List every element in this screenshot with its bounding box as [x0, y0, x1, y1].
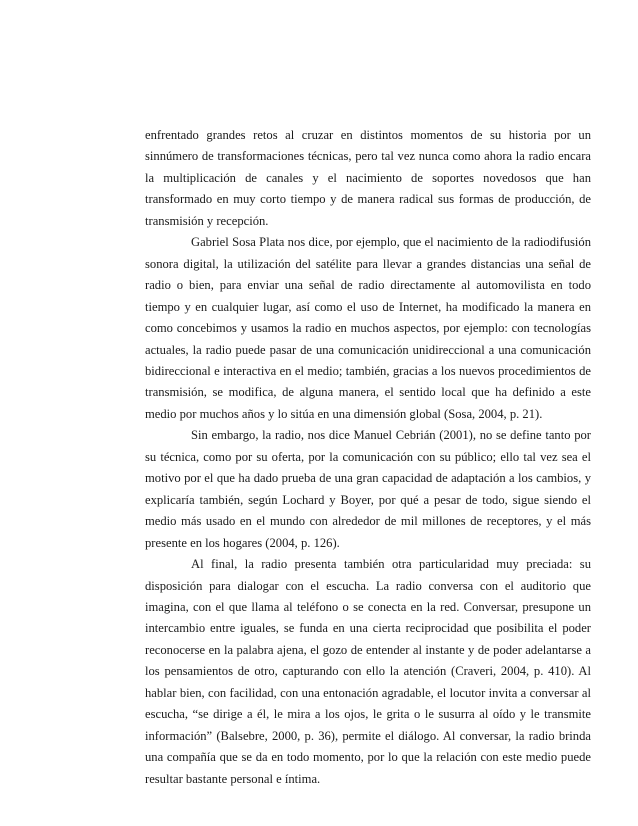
paragraph-3: Sin embargo, la radio, nos dice Manuel Cebrián (2001), no se define tanto por su técnica, como por su oferta, por la comunicación con su público; ello tal vez sea el motivo por el que ha dado prueba de una gran capacidad de adaptación a los cambios, y explicaría también, según Lochard y Boyer, por qué a pesar de todo, sigue siendo el medio más usado en el mundo con alrededor de mil millones de receptores, y el más presente en los hogares (2004, p. 126). [145, 428, 591, 550]
paragraph-1: enfrentado grandes retos al cruzar en distintos momentos de su historia por un sinnúmero de transformaciones técnicas, pero tal vez nunca como ahora la radio encara la multiplicación de canales y el nacimiento de soportes novedosos que han transformado en muy corto tiempo y de manera radical sus formas de producción, de transmisión y recepción. [145, 128, 591, 228]
paragraph-4: Al final, la radio presenta también otra particularidad muy preciada: su disposición para dialogar con el escucha. La radio conversa con el auditorio que imagina, con el que llama al teléfono o se conecta en la red. Conversar, presupone un intercambio entre iguales, se funda en una cierta reciprocidad que posibilita el poder reconocerse en la palabra ajena, el gozo de entender al instante y de poder adelantarse a los pensamientos de otro, capturando con ello la atención (Craveri, 2004, p. 410). Al hablar bien, con facilidad, con una entonación agradable, el locutor invita a conversar al escucha, “se dirige a él, le mira a los ojos, le grita o le susurra al oído y le transmite información” (Balsebre, 2000, p. 36), permite el diálogo. Al conversar, la radio brinda una compañía que se da en todo momento, por lo que la relación con este medio puede resultar bastante personal e íntima. [145, 557, 591, 786]
body-text [145, 125, 591, 790]
paragraph-2: Gabriel Sosa Plata nos dice, por ejemplo, que el nacimiento de la radiodifusión sonora digital, la utilización del satélite para llevar a grandes distancias una señal de radio o bien, para enviar una señal de radio directamente al automovilista en todo tiempo y en cualquier lugar, así como el uso de Internet, ha modificado la manera en como concebimos y usamos la radio en muchos aspectos, por ejemplo: con tecnologías actuales, la radio puede pasar de una comunicación unidireccional a una comunicación bidireccional e interactiva en el medio; también, gracias a los nuevos procedimientos de transmisión, se modifica, de alguna manera, el sentido local que ha definido a este medio por muchos años y lo sitúa en una dimensión global (Sosa, 2004, p. 21). [145, 235, 591, 421]
